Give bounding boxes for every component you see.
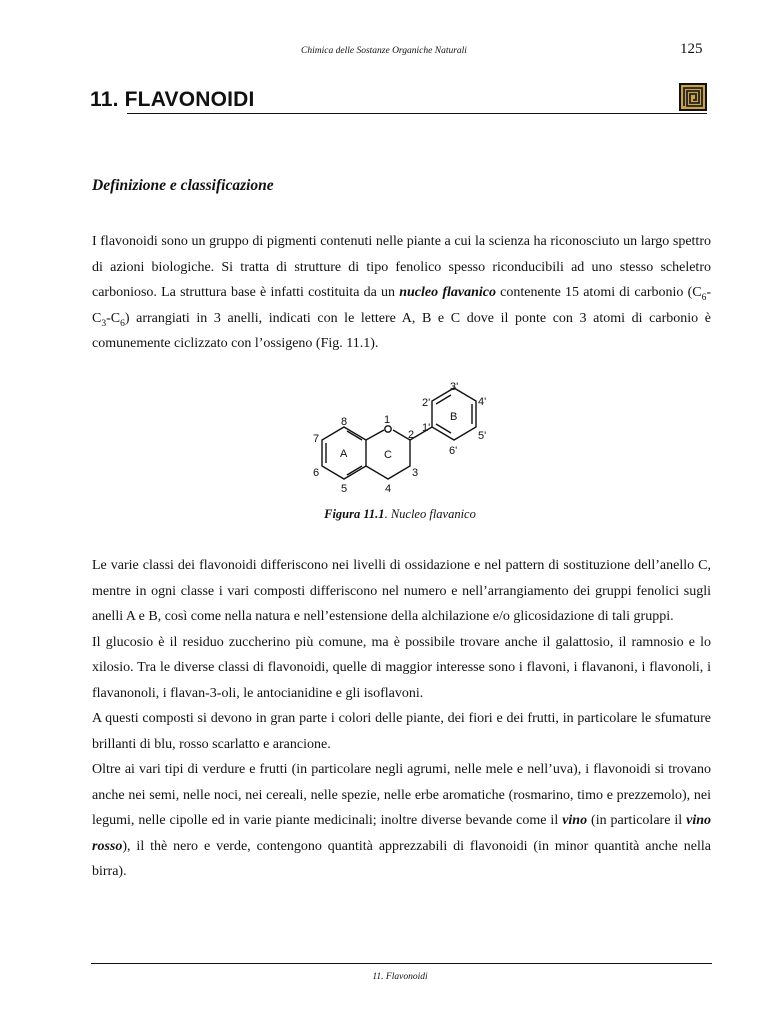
label-3: 3 — [412, 467, 419, 479]
label-5-prime: 5' — [478, 430, 487, 442]
text-run: -C — [92, 285, 711, 326]
text-run: I flavonoidi sono un gruppo di pigmenti contenuti nelle piante a cui la scienza ha riconosciuto un largo spettro di azioni biologiche. Si tratta di strutture di tipo fenolico spesso riconducibili ad uno stesso scheletro carbonioso. La struttura base è infatti costituita da un — [92, 234, 711, 300]
label-2: 2 — [408, 429, 415, 441]
emphasis-nucleo-flavanico: nucleo flavanico — [399, 285, 496, 300]
paragraph-classes: Le varie classi dei flavonoidi differiscono nei livelli di ossidazione e nel pattern di sostituzione dell’anello C, mentre in ogni classe i vari composti differiscono nel numero e nell’arrangiamento dei gruppi fenolici sugli anelli A e B, così come nella natura e nell’estensione della alchilazione e/o glicosidazione di tali gruppi. — [92, 558, 711, 624]
chapter-title-text: FLAVONOIDI — [124, 88, 255, 111]
label-5: 5 — [341, 483, 348, 495]
paragraph-sugars: Il glucosio è il residuo zuccherino più comune, ma è possibile trovare anche il galattosio, il ramnosio e lo xilosio. Tra le diverse classi di flavonoidi, quelle di maggior interesse sono i flavoni, i flavanoni, i flavonoli, i flavanonoli, i flavan-3-oli, le antocianidine e gli isoflavoni. — [92, 634, 711, 701]
label-7: 7 — [313, 433, 320, 445]
ring-label-c: C — [384, 449, 392, 461]
text-run: contenente 15 atomi di carbonio (C — [495, 285, 702, 300]
label-1-prime: 1' — [422, 422, 431, 434]
oxygen-atom — [385, 426, 391, 432]
footer-text: 11. Flavonoidi — [372, 972, 428, 982]
subscript: 6 — [120, 318, 125, 329]
emphasis-vino-rosso: vino rosso — [92, 813, 711, 854]
chapter-title — [90, 88, 255, 112]
label-4-prime: 4' — [478, 396, 487, 408]
emphasis-vino: vino — [562, 813, 588, 828]
footer-rule — [91, 963, 712, 964]
section-heading: Definizione e classificazione — [92, 177, 274, 194]
flavan-nucleus-figure — [300, 376, 500, 496]
running-header: Chimica delle Sostanze Organiche Naturali — [301, 46, 467, 56]
label-3-prime: 3' — [450, 381, 459, 393]
title-underline — [127, 113, 707, 114]
label-2-prime: 2' — [422, 397, 431, 409]
text-run: -C — [106, 310, 121, 326]
intro-paragraph — [92, 229, 711, 357]
chapter-number: 11. — [90, 88, 119, 111]
page-number: 125 — [680, 41, 703, 57]
ring-label-b: B — [450, 411, 458, 423]
label-6-prime: 6' — [449, 445, 458, 457]
ring-label-a: A — [340, 448, 348, 460]
figure-caption — [0, 507, 768, 522]
subscript: 3 — [101, 318, 107, 329]
text-run: ), il thè nero e verde, contengono quantità apprezzabili di flavonoidi (in minor quantità anche nella birra). — [92, 838, 711, 879]
label-4: 4 — [385, 483, 392, 495]
label-o: 1 — [384, 414, 391, 426]
subscript: 6 — [701, 292, 707, 303]
square-spiral-icon — [679, 83, 707, 111]
body-paragraphs — [92, 553, 711, 885]
paragraph-colors: A questi composti si devono in gran parte i colori delle piante, dei fiori e dei frutti, in particolare le sfumature brillanti di blu, rosso scarlatto e arancione. — [92, 711, 711, 752]
label-8: 8 — [341, 416, 348, 428]
text-run: (in particolare il — [587, 813, 687, 828]
label-6: 6 — [313, 467, 320, 479]
figure-caption-label: Figura 11.1 — [324, 507, 385, 521]
structure-bonds — [322, 388, 476, 479]
text-run: Oltre ai vari tipi di verdure e frutti (in particolare negli agrumi, nelle mele e nell’uva), i flavonoidi si trovano anche nei semi, nelle noci, nei cereali, nelle spezie, nelle erbe aromatiche (rosmarino, timo e prezzemolo), nei legumi, nelle cipolle ed in varie piante medicinali; inoltre diverse bevande come il — [92, 762, 711, 828]
paragraph-sources — [92, 757, 711, 885]
text-run: ) arrangiati in 3 anelli, indicati con le lettere A, B e C dove il ponte con 3 atomi di carbonio è comunemente ciclizzato con l’ossigeno (Fig. 11.1). — [92, 310, 711, 351]
figure-caption-text: . Nucleo flavanico — [384, 507, 476, 521]
